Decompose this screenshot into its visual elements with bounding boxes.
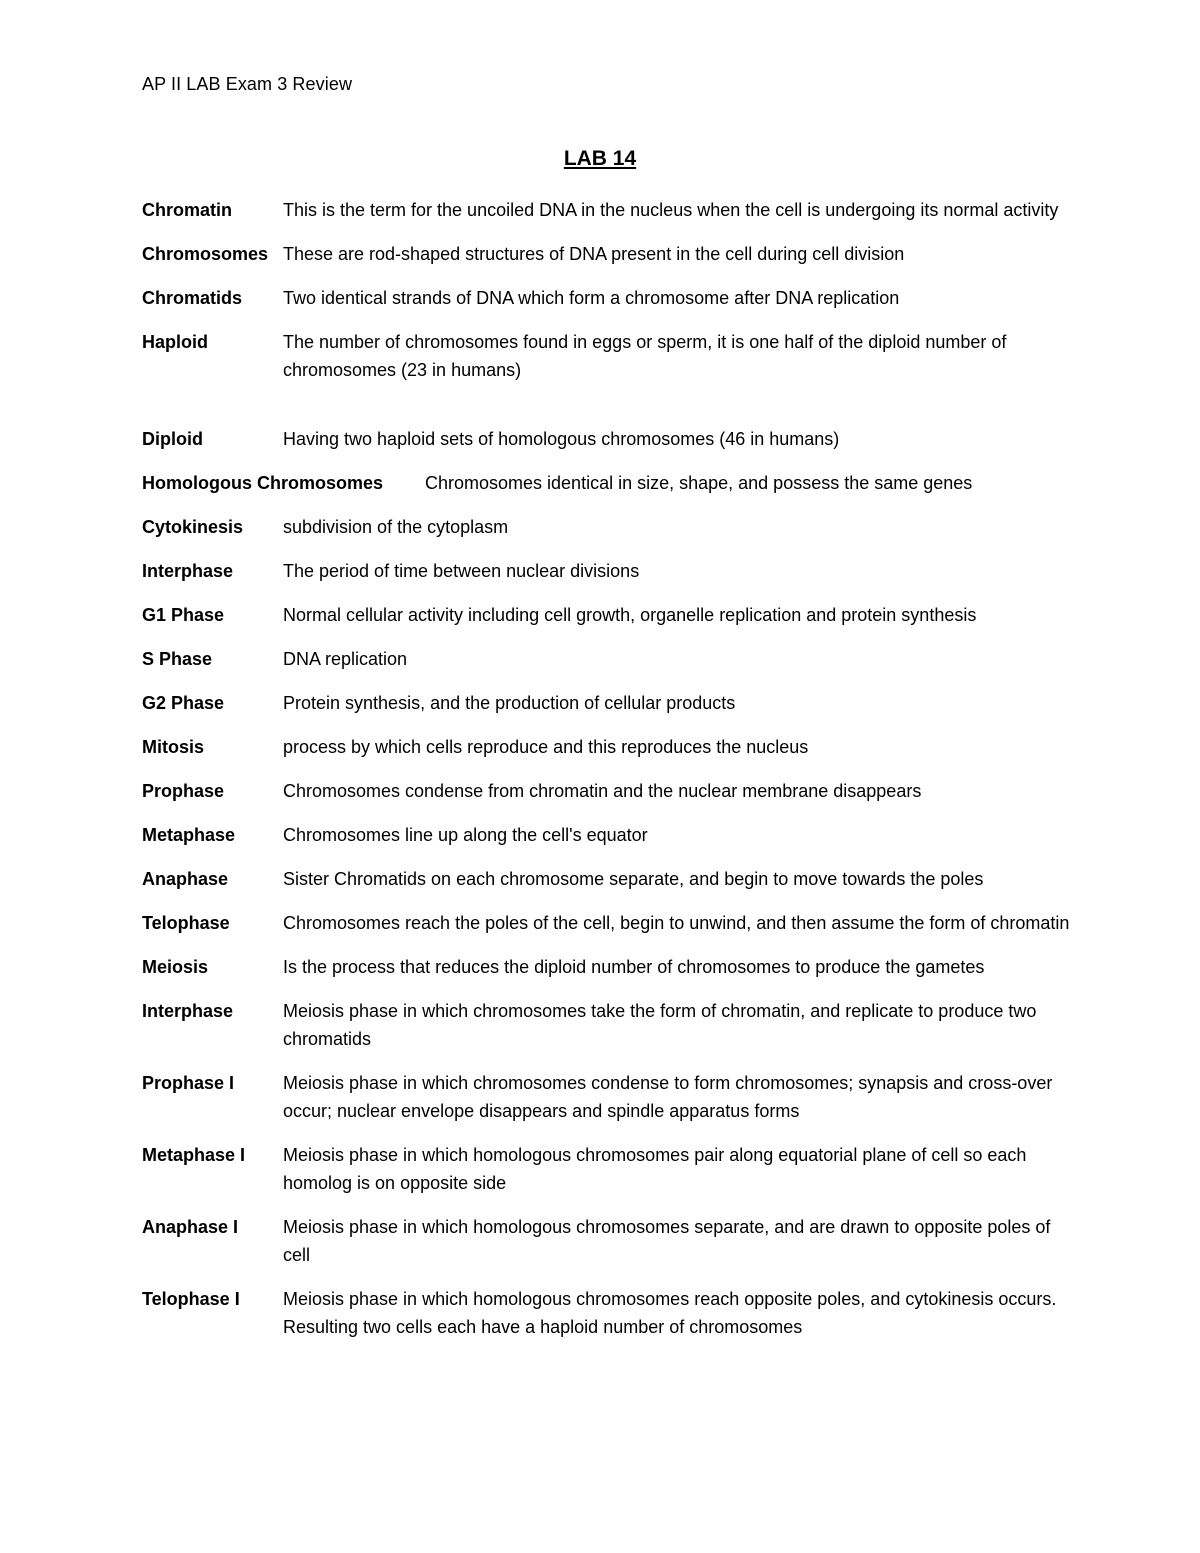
term-label: Interphase xyxy=(142,561,234,581)
section-title: LAB 14 xyxy=(563,147,637,170)
term-entry xyxy=(142,821,1072,849)
term-label: S Phase xyxy=(142,649,213,669)
term-definition: The number of chromosomes found in eggs or sperm, it is one half of the diploid number of chromosomes (23 in humans) xyxy=(283,332,1007,380)
term-entry xyxy=(142,557,1072,585)
term-definition: The period of time between nuclear divisions xyxy=(283,561,640,581)
term-entry xyxy=(142,645,1072,673)
term-definition: Is the process that reduces the diploid number of chromosomes to produce the gametes xyxy=(283,957,985,977)
term-entry xyxy=(142,240,1072,268)
term-label: Cytokinesis xyxy=(142,517,244,537)
term-label: Prophase xyxy=(142,781,225,801)
term-label: Chromatids xyxy=(142,288,243,308)
term-definition: Meiosis phase in which homologous chromosomes separate, and are drawn to opposite poles of cell xyxy=(283,1217,1051,1265)
term-definition: Meiosis phase in which homologous chromosomes reach opposite poles, and cytokinesis occurs. Resulting two cells each have a haploid number of chromosomes xyxy=(283,1289,1057,1337)
term-definition: This is the term for the uncoiled DNA in the nucleus when the cell is undergoing its normal activity xyxy=(283,200,1059,220)
term-label: Metaphase I xyxy=(142,1145,246,1165)
term-definition: These are rod-shaped structures of DNA present in the cell during cell division xyxy=(283,244,905,264)
term-definition: Chromosomes condense from chromatin and the nuclear membrane disappears xyxy=(283,781,922,801)
term-entry xyxy=(142,1141,1072,1197)
term-definition: Sister Chromatids on each chromosome separate, and begin to move towards the poles xyxy=(283,869,984,889)
term-label: Homologous Chromosomes xyxy=(142,473,384,493)
term-label: Chromatin xyxy=(142,200,232,220)
term-list xyxy=(142,196,1072,1341)
term-label: Prophase I xyxy=(142,1073,235,1093)
term-entry xyxy=(142,777,1072,805)
term-entry xyxy=(142,953,1072,981)
term-label: Anaphase xyxy=(142,869,229,889)
term-definition: Chromosomes reach the poles of the cell, begin to unwind, and then assume the form of chromatin xyxy=(283,913,1070,933)
term-entry xyxy=(142,425,1072,453)
term-label: Metaphase xyxy=(142,825,236,845)
term-entry xyxy=(142,196,1072,224)
term-label: G1 Phase xyxy=(142,605,225,625)
term-entry xyxy=(142,1069,1072,1125)
term-label: Telophase xyxy=(142,913,230,933)
term-definition: Having two haploid sets of homologous chromosomes (46 in humans) xyxy=(283,429,840,449)
term-entry xyxy=(142,469,1072,497)
term-entry xyxy=(142,1213,1072,1269)
term-definition: Normal cellular activity including cell growth, organelle replication and protein synthesis xyxy=(283,605,977,625)
term-entry xyxy=(142,513,1072,541)
term-label: Diploid xyxy=(142,429,203,449)
term-definition: Chromosomes line up along the cell's equator xyxy=(283,825,648,845)
term-entry xyxy=(142,284,1072,312)
term-label: Mitosis xyxy=(142,737,205,757)
term-entry xyxy=(142,865,1072,893)
term-definition: Meiosis phase in which chromosomes take the form of chromatin, and replicate to produce two chromatids xyxy=(283,1001,1037,1049)
term-definition: Protein synthesis, and the production of cellular products xyxy=(283,693,736,713)
term-definition: process by which cells reproduce and this reproduces the nucleus xyxy=(283,737,809,757)
term-definition: Meiosis phase in which chromosomes condense to form chromosomes; synapsis and cross-over occur; nuclear envelope disappears and spindle apparatus forms xyxy=(283,1073,1053,1121)
term-label: Telophase I xyxy=(142,1289,240,1309)
term-entry xyxy=(142,689,1072,717)
term-entry xyxy=(142,328,1072,384)
term-label: Anaphase I xyxy=(142,1217,239,1237)
term-label: G2 Phase xyxy=(142,693,225,713)
term-label: Chromosomes xyxy=(142,244,269,264)
term-label: Interphase xyxy=(142,1001,234,1021)
term-entry xyxy=(142,997,1072,1053)
term-entry xyxy=(142,601,1072,629)
term-definition: DNA replication xyxy=(283,649,408,669)
term-label: Meiosis xyxy=(142,957,209,977)
term-label: Haploid xyxy=(142,332,208,352)
term-entry xyxy=(142,1285,1072,1341)
document-header: AP II LAB Exam 3 Review xyxy=(142,74,353,94)
term-entry xyxy=(142,909,1072,937)
term-definition: Meiosis phase in which homologous chromosomes pair along equatorial plane of cell so each homolog is on opposite side xyxy=(283,1145,1027,1193)
term-definition: Chromosomes identical in size, shape, and possess the same genes xyxy=(425,473,973,493)
term-definition: subdivision of the cytoplasm xyxy=(283,517,509,537)
term-definition: Two identical strands of DNA which form a chromosome after DNA replication xyxy=(283,288,900,308)
term-entry xyxy=(142,733,1072,761)
